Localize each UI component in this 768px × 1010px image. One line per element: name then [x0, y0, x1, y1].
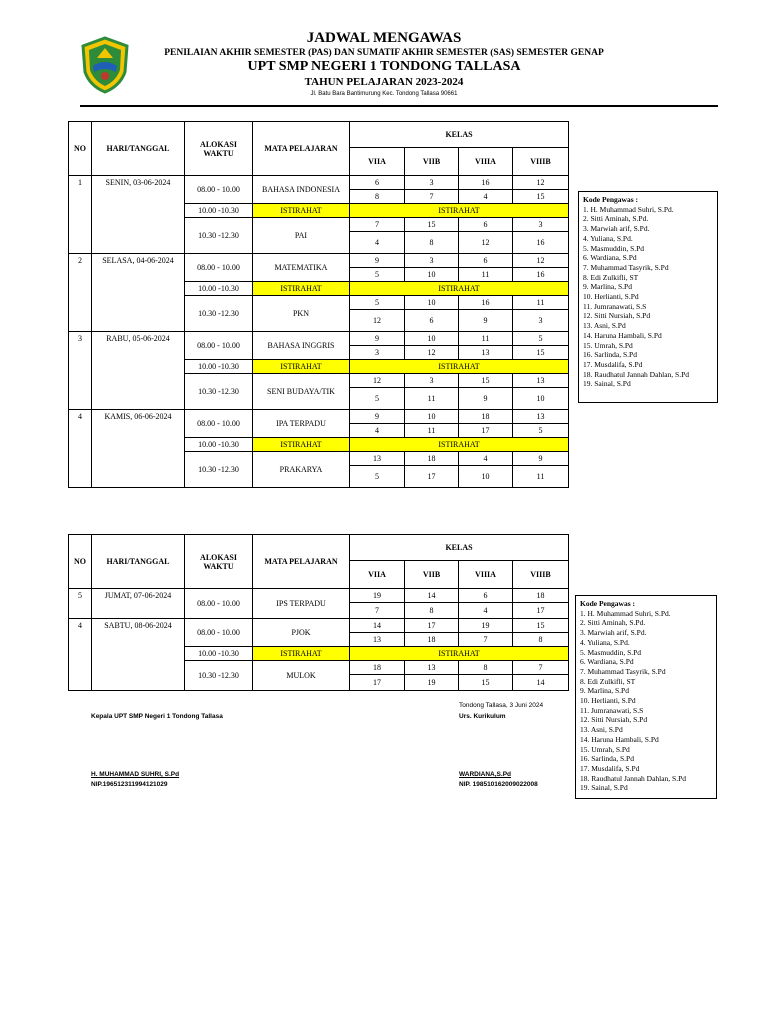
supervisor-code-cell: 3	[350, 346, 405, 360]
day-date: SELASA, 04-06-2024	[92, 254, 185, 332]
break-label: ISTIRAHAT	[350, 360, 569, 374]
table-row	[69, 254, 569, 268]
curriculum-title: Urs. Kurikulum	[459, 713, 506, 720]
supervisor-code-cell: 16	[459, 296, 513, 310]
supervisor-code-item: 18. Raudhatul Jannah Dahlan, S.Pd	[583, 369, 690, 379]
supervisor-code-cell: 10	[459, 466, 513, 488]
exam-time: 10.30 -12.30	[185, 452, 253, 488]
supervisor-code-cell: 3	[513, 218, 569, 232]
table-row	[69, 410, 569, 424]
exam-subject: BAHASA INDONESIA	[253, 176, 350, 204]
supervisor-code-cell: 11	[513, 296, 569, 310]
col-header-class: VIIA	[350, 148, 405, 176]
exam-subject: BAHASA INGGRIS	[253, 332, 350, 360]
supervisor-code-cell: 6	[459, 218, 513, 232]
supervisor-code-cell: 11	[405, 388, 459, 410]
exam-time: 08.00 - 10.00	[185, 589, 253, 619]
exam-time: 08.00 - 10.00	[185, 410, 253, 438]
exam-time: 10.30 -12.30	[185, 218, 253, 254]
break-subject: ISTIRAHAT	[253, 360, 350, 374]
curriculum-nip: NIP. 198510162009022008	[459, 781, 538, 788]
supervisor-code-item: 1. H. Muhammad Suhri, S.Pd.	[580, 608, 671, 618]
supervisor-code-list-2	[575, 595, 717, 799]
supervisor-code-cell: 18	[513, 589, 569, 603]
supervisor-code-item: 10. Herlianti, S.Pd	[580, 696, 636, 706]
supervisor-code-cell: 13	[350, 633, 405, 647]
supervisor-code-item: 10. Herlianti, S.Pd	[583, 292, 639, 302]
supervisor-code-cell: 11	[405, 424, 459, 438]
supervisor-code-cell: 18	[405, 452, 459, 466]
supervisor-code-cell: 9	[350, 332, 405, 346]
supervisor-code-cell: 14	[350, 619, 405, 633]
supervisor-code-cell: 11	[513, 466, 569, 488]
table-row	[69, 332, 569, 346]
supervisor-code-cell: 8	[350, 190, 405, 204]
supervisor-code-cell: 8	[405, 232, 459, 254]
break-label: ISTIRAHAT	[350, 647, 569, 661]
exam-time: 10.30 -12.30	[185, 374, 253, 410]
supervisor-code-item: 13. Asni, S.Pd	[580, 725, 623, 735]
supervisor-code-item: 4. Yuliana, S.Pd.	[580, 637, 630, 647]
supervisor-code-cell: 4	[459, 190, 513, 204]
supervisor-code-cell: 4	[459, 452, 513, 466]
supervisor-code-item: 9. Marlina, S.Pd	[580, 686, 629, 696]
supervisor-code-cell: 12	[513, 254, 569, 268]
supervisor-code-cell: 15	[405, 218, 459, 232]
supervisor-code-item: 18. Raudhatul Jannah Dahlan, S.Pd	[580, 773, 687, 783]
supervisor-code-item: 12. Sitti Nursiah, S.Pd	[580, 715, 648, 725]
supervisor-code-item: 2. Sitti Aminah, S.Pd.	[583, 214, 649, 224]
exam-time: 10.30 -12.30	[185, 661, 253, 691]
day-date: RABU, 05-06-2024	[92, 332, 185, 410]
supervisor-code-cell: 13	[350, 452, 405, 466]
break-subject: ISTIRAHAT	[253, 204, 350, 218]
supervisor-code-cell: 10	[513, 388, 569, 410]
day-number: 5	[69, 589, 92, 619]
supervisor-code-cell: 13	[405, 661, 459, 675]
supervisor-code-cell: 9	[350, 254, 405, 268]
supervisor-code-cell: 19	[405, 675, 459, 691]
supervisor-code-cell: 17	[513, 603, 569, 619]
supervisor-code-cell: 12	[350, 310, 405, 332]
supervisor-code-item: 6. Wardiana, S.Pd	[583, 253, 637, 263]
day-number: 1	[69, 176, 92, 254]
supervisor-code-cell: 11	[459, 332, 513, 346]
col-header-kelas: KELAS	[350, 122, 569, 148]
break-time: 10.00 -10.30	[185, 360, 253, 374]
document-title: JADWAL MENGAWAS	[306, 30, 462, 46]
school-name: UPT SMP NEGERI 1 TONDONG TALLASA	[247, 59, 521, 74]
supervisor-code-cell: 15	[513, 346, 569, 360]
col-header-subject: MATA PELAJARAN	[253, 535, 350, 589]
supervisor-code-item: 19. Sainal, S.Pd	[583, 379, 631, 389]
supervisor-code-cell: 5	[350, 466, 405, 488]
table-row	[69, 619, 569, 633]
supervisor-code-cell: 7	[350, 603, 405, 619]
day-number: 4	[69, 619, 92, 691]
col-header-no: NO	[69, 535, 92, 589]
supervisor-code-cell: 4	[459, 603, 513, 619]
supervisor-code-cell: 12	[350, 374, 405, 388]
supervisor-code-item: 11. Jumranawati, S.S	[580, 705, 644, 715]
principal-name: H. MUHAMMAD SUHRI, S.Pd	[91, 771, 180, 778]
supervisor-code-cell: 3	[405, 254, 459, 268]
break-subject: ISTIRAHAT	[253, 438, 350, 452]
day-number: 4	[69, 410, 92, 488]
col-header-day: HARI/TANGGAL	[92, 122, 185, 176]
supervisor-code-cell: 8	[513, 633, 569, 647]
exam-subject: MULOK	[253, 661, 350, 691]
supervisor-code-item: 8. Edi Zulkifli, ST	[583, 272, 639, 282]
supervisor-code-item: 1. H. Muhammad Suhri, S.Pd.	[583, 204, 674, 214]
place-date: Tondong Tallasa, 3 Juni 2024	[459, 702, 544, 709]
supervisor-code-cell: 10	[405, 332, 459, 346]
supervisor-code-cell: 6	[405, 310, 459, 332]
supervisor-code-item: 13. Asni, S.Pd	[583, 321, 626, 331]
day-date: JUMAT, 07-06-2024	[92, 589, 185, 619]
supervisor-code-cell: 5	[350, 388, 405, 410]
supervisor-code-item: 5. Masmuddin, S.Pd	[583, 243, 645, 253]
break-time: 10.00 -10.30	[185, 647, 253, 661]
supervisor-code-item: 4. Yuliana, S.Pd.	[583, 233, 633, 243]
col-header-class: VIIIA	[459, 148, 513, 176]
supervisor-code-item: 16. Sarlinda, S.Pd	[583, 350, 637, 360]
supervisor-code-cell: 5	[350, 296, 405, 310]
col-header-time: ALOKASI WAKTU	[185, 122, 253, 176]
exam-subject: PAI	[253, 218, 350, 254]
break-label: ISTIRAHAT	[350, 282, 569, 296]
supervisor-code-cell: 17	[350, 675, 405, 691]
break-label: ISTIRAHAT	[350, 204, 569, 218]
exam-subject: PKN	[253, 296, 350, 332]
supervisor-code-cell: 5	[350, 268, 405, 282]
supervisor-code-cell: 10	[405, 410, 459, 424]
supervisor-code-cell: 14	[513, 675, 569, 691]
exam-subject: MATEMATIKA	[253, 254, 350, 282]
curriculum-name: WARDIANA,S.Pd	[459, 771, 511, 778]
supervisor-code-cell: 3	[513, 310, 569, 332]
supervisor-code-cell: 16	[513, 232, 569, 254]
exam-time: 08.00 - 10.00	[185, 332, 253, 360]
supervisor-code-item: 9. Marlina, S.Pd	[583, 282, 632, 292]
supervisor-code-cell: 18	[459, 410, 513, 424]
col-header-kelas: KELAS	[350, 535, 569, 561]
supervisor-code-cell: 8	[405, 603, 459, 619]
col-header-no: NO	[69, 122, 92, 176]
supervisor-code-title: Kode Pengawas :	[580, 599, 635, 608]
supervisor-code-cell: 16	[513, 268, 569, 282]
supervisor-code-cell: 12	[459, 232, 513, 254]
supervisor-code-cell: 9	[459, 310, 513, 332]
supervisor-code-item: 5. Masmuddin, S.Pd	[580, 647, 642, 657]
supervisor-code-cell: 19	[350, 589, 405, 603]
col-header-class: VIIA	[350, 561, 405, 589]
exam-subject: SENI BUDAYA/TIK	[253, 374, 350, 410]
supervisor-code-cell: 15	[459, 675, 513, 691]
supervisor-code-cell: 13	[459, 346, 513, 360]
col-header-day: HARI/TANGGAL	[92, 535, 185, 589]
exam-subject: IPS TERPADU	[253, 589, 350, 619]
break-label: ISTIRAHAT	[350, 438, 569, 452]
exam-time: 08.00 - 10.00	[185, 176, 253, 204]
supervisor-code-cell: 15	[513, 190, 569, 204]
exam-time: 08.00 - 10.00	[185, 619, 253, 647]
supervisor-code-cell: 14	[405, 589, 459, 603]
supervisor-code-cell: 9	[513, 452, 569, 466]
supervisor-code-cell: 7	[513, 661, 569, 675]
header-divider	[80, 105, 718, 107]
schedule-table-week1	[68, 121, 569, 488]
supervisor-code-cell: 12	[405, 346, 459, 360]
supervisor-code-cell: 18	[350, 661, 405, 675]
supervisor-code-item: 14. Haruna Hambali, S.Pd	[580, 734, 659, 744]
supervisor-code-cell: 5	[513, 424, 569, 438]
supervisor-code-cell: 7	[459, 633, 513, 647]
schedule-table-week2	[68, 534, 569, 691]
supervisor-code-item: 15. Umrah, S.Pd	[580, 744, 630, 754]
col-header-class: VIIIA	[459, 561, 513, 589]
supervisor-code-cell: 3	[405, 176, 459, 190]
day-date: SENIN, 03-06-2024	[92, 176, 185, 254]
exam-time: 10.30 -12.30	[185, 296, 253, 332]
supervisor-code-cell: 4	[350, 232, 405, 254]
table-row	[69, 176, 569, 190]
col-header-class: VIIIB	[513, 148, 569, 176]
day-number: 3	[69, 332, 92, 410]
supervisor-code-cell: 7	[350, 218, 405, 232]
exam-subject: IPA TERPADU	[253, 410, 350, 438]
exam-subject: PJOK	[253, 619, 350, 647]
col-header-class: VIIB	[405, 561, 459, 589]
school-year: TAHUN PELAJARAN 2023-2024	[304, 76, 464, 88]
break-time: 10.00 -10.30	[185, 282, 253, 296]
supervisor-code-cell: 18	[405, 633, 459, 647]
day-number: 2	[69, 254, 92, 332]
supervisor-code-item: 7. Muhammad Tasyrik, S.Pd	[583, 262, 669, 272]
supervisor-code-cell: 16	[459, 176, 513, 190]
col-header-class: VIIB	[405, 148, 459, 176]
exam-subject: PRAKARYA	[253, 452, 350, 488]
supervisor-code-cell: 10	[405, 268, 459, 282]
supervisor-code-cell: 17	[459, 424, 513, 438]
supervisor-code-item: 8. Edi Zulkifli, ST	[580, 676, 636, 686]
supervisor-code-cell: 6	[459, 254, 513, 268]
supervisor-code-cell: 6	[350, 176, 405, 190]
document-subtitle: PENILAIAN AKHIR SEMESTER (PAS) DAN SUMATIF AKHIR SEMESTER (SAS) SEMESTER GENAP	[164, 48, 604, 58]
supervisor-code-cell: 4	[350, 424, 405, 438]
day-date: SABTU, 08-06-2024	[92, 619, 185, 691]
supervisor-code-item: 11. Jumranawati, S.S	[583, 301, 647, 311]
supervisor-code-cell: 10	[405, 296, 459, 310]
supervisor-code-item: 7. Muhammad Tasyrik, S.Pd	[580, 666, 666, 676]
supervisor-code-item: 12. Sitti Nursiah, S.Pd	[583, 311, 651, 321]
supervisor-code-item: 15. Umrah, S.Pd	[583, 340, 633, 350]
supervisor-code-cell: 19	[459, 619, 513, 633]
supervisor-code-title: Kode Pengawas :	[583, 195, 638, 204]
supervisor-code-cell: 3	[405, 374, 459, 388]
supervisor-code-items	[580, 609, 712, 793]
supervisor-code-cell: 9	[350, 410, 405, 424]
break-subject: ISTIRAHAT	[253, 647, 350, 661]
supervisor-code-item: 2. Sitti Aminah, S.Pd.	[580, 618, 646, 628]
col-header-class: VIIIB	[513, 561, 569, 589]
break-time: 10.00 -10.30	[185, 438, 253, 452]
exam-time: 08.00 - 10.00	[185, 254, 253, 282]
supervisor-code-cell: 15	[459, 374, 513, 388]
col-header-subject: MATA PELAJARAN	[253, 122, 350, 176]
supervisor-code-item: 17. Musdalifa, S.Pd	[583, 359, 643, 369]
break-subject: ISTIRAHAT	[253, 282, 350, 296]
supervisor-code-cell: 15	[513, 619, 569, 633]
supervisor-code-cell: 8	[459, 661, 513, 675]
supervisor-code-item: 16. Sarlinda, S.Pd	[580, 754, 634, 764]
supervisor-code-cell: 9	[459, 388, 513, 410]
supervisor-code-cell: 13	[513, 410, 569, 424]
supervisor-code-item: 19. Sainal, S.Pd	[580, 783, 628, 793]
supervisor-code-cell: 17	[405, 619, 459, 633]
principal-title: Kepala UPT SMP Negeri 1 Tondong Tallasa	[91, 713, 223, 720]
supervisor-code-item: 17. Musdalifa, S.Pd	[580, 763, 640, 773]
supervisor-code-items	[583, 205, 713, 389]
supervisor-code-item: 3. Marwiah arif, S.Pd.	[583, 224, 650, 234]
supervisor-code-list	[578, 191, 718, 403]
supervisor-code-item: 6. Wardiana, S.Pd	[580, 657, 634, 667]
col-header-time: ALOKASI WAKTU	[185, 535, 253, 589]
supervisor-code-cell: 6	[459, 589, 513, 603]
school-address: Jl. Batu Bara Bantimurung Kec. Tondong Tallasa 90661	[310, 91, 458, 97]
day-date: KAMIS, 06-06-2024	[92, 410, 185, 488]
supervisor-code-cell: 13	[513, 374, 569, 388]
supervisor-code-cell: 17	[405, 466, 459, 488]
supervisor-code-cell: 12	[513, 176, 569, 190]
supervisor-code-cell: 7	[405, 190, 459, 204]
break-time: 10.00 -10.30	[185, 204, 253, 218]
principal-nip: NIP.196512311994121029	[91, 781, 168, 788]
supervisor-code-item: 3. Marwiah arif, S.Pd.	[580, 628, 647, 638]
supervisor-code-cell: 5	[513, 332, 569, 346]
supervisor-code-cell: 11	[459, 268, 513, 282]
table-row	[69, 589, 569, 603]
supervisor-code-item: 14. Haruna Hambali, S.Pd	[583, 330, 662, 340]
